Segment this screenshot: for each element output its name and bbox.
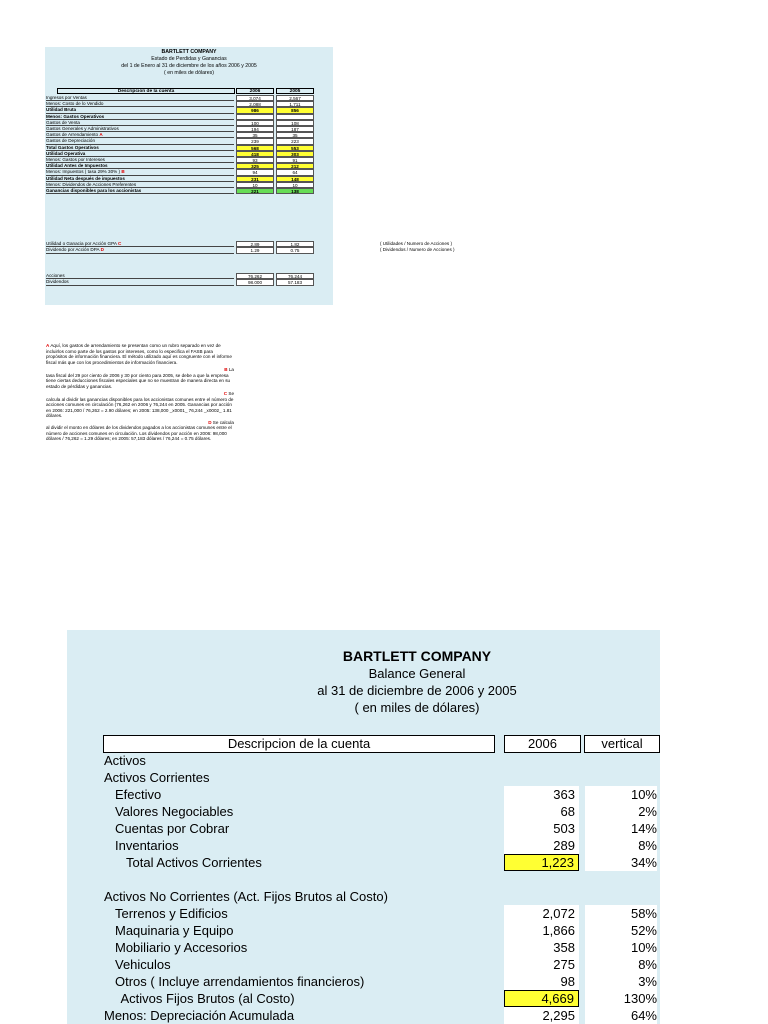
income-row-label: Menos: Impuestos ( tasa 29% 30% ) B [46, 169, 234, 175]
income-row-value-2006: 418 [236, 151, 274, 157]
income-row-label: Gastos de Arrendamiento A [46, 132, 234, 138]
balance-row [0, 820, 768, 837]
balance-row-label: Activos No Corrientes (Act. Fijos Brutos al Costo) [104, 889, 388, 904]
income-statement-title: BARTLETT COMPANY [161, 49, 217, 55]
balance-row-label: Menos: Depreciación Acumulada [104, 1008, 295, 1023]
footnote-a [46, 343, 234, 365]
income-row-label: Utilidad Bruta [46, 107, 234, 113]
balance-row [0, 786, 768, 803]
income-row-value-2005: 303 [276, 151, 314, 157]
income-row-value-2006: 93 [236, 157, 274, 163]
income-row-value-2006: 10 [236, 182, 274, 188]
per-share-row-value-2006: 2.89 [236, 241, 274, 247]
income-row-value-2006: 94 [236, 169, 274, 175]
income-row-value-2005: 148 [276, 176, 314, 182]
balance-row [0, 888, 768, 905]
balance-row [0, 871, 768, 888]
balance-row-label: Activos [104, 753, 146, 768]
income-header-year-2006: 2006 [236, 88, 274, 94]
balance-row-label: Terrenos y Edificios [115, 906, 228, 921]
per-share-row-value-2005: 0.75 [276, 247, 314, 253]
balance-row [0, 803, 768, 820]
income-row-value-2005: 212 [276, 163, 314, 169]
balance-row-value: 503 [504, 820, 579, 837]
balance-row [0, 905, 768, 922]
income-row-value-2005: 223 [276, 138, 314, 144]
income-row-value-2005: 553 [276, 145, 314, 151]
footnote-b-lead: La [228, 367, 234, 372]
income-row-value-2005: 35 [276, 132, 314, 138]
income-row-label: Menos: Costo de lo Vendido [46, 101, 234, 107]
balance-row [0, 939, 768, 956]
balance-sheet-units: ( en miles de dólares) [354, 700, 480, 715]
balance-row-value: 1,866 [504, 922, 579, 939]
balance-row [0, 1007, 768, 1024]
income-row-label: Gastos de Venta [46, 120, 234, 126]
balance-sheet-subtitle: Balance General [368, 666, 466, 681]
income-row-value-2006: 325 [236, 163, 274, 169]
balance-row-label: Cuentas por Cobrar [115, 821, 230, 836]
income-row-label: Total Gastos Operativos [46, 145, 234, 151]
per-share-row-value-2006: 1.29 [236, 247, 274, 253]
balance-row-vertical-pct: 8% [585, 837, 657, 854]
shares-row-value-2005: 57.183 [276, 279, 314, 285]
balance-row-value: 363 [504, 786, 579, 803]
balance-row-label: Mobiliario y Accesorios [115, 940, 248, 955]
balance-row-vertical-pct: 2% [585, 803, 657, 820]
balance-row-vertical-pct: 14% [585, 820, 657, 837]
income-row-value-2006: 3,074 [236, 95, 274, 101]
income-row-label: Menos: Dividendos de Acciones Preferentes [46, 182, 234, 188]
balance-row-label: Maquinaria y Equipo [115, 923, 234, 938]
income-row-label: Utilidad Neta después de impuestos [46, 176, 234, 182]
income-row-label: Menos: Gastos por Intereses [46, 157, 234, 163]
balance-row-label: Otros ( Incluye arrendamientos financieros) [115, 974, 365, 989]
income-row-value-2006: 986 [236, 107, 274, 113]
shares-row-value-2005: 76.244 [276, 273, 314, 279]
income-row-label: Gastos Generales y Administrativos [46, 126, 234, 132]
income-row-label: Ganancias disponibles para los accionistas [46, 188, 234, 194]
footnote-b-marker: B [224, 367, 228, 372]
shares-row-value-2006: 98.000 [236, 279, 274, 285]
income-row-value-2005: 1,711 [276, 101, 314, 107]
income-row-label: Utilidad Antes de Impuestos [46, 163, 234, 169]
balance-row-label: Valores Negociables [115, 804, 234, 819]
income-row-label: Ingresos por Ventas [46, 95, 234, 101]
income-statement-units: ( en miles de dólares) [164, 70, 214, 76]
income-row-value-2006: 194 [236, 126, 274, 132]
income-row-value-2005: 10 [276, 182, 314, 188]
footnote-c: calcula al dividir las ganancias disponibles para los accionistas comunes entre el número de acciones comunes en circulación (76,262 en 2006 y 76,244 en 2005. Ganancias por acción en 2006: 221,000 / 76,262 = 2.90 dólares; en 2005: 138,000 _x0001_ 76,244 _x0002_ 1.81 dólares. [46, 396, 234, 418]
footnote-a-text: Aquí, los gastos de arrendamiento se presentan como un rubro separado en vez de incluirlos como parte de los gastos por intereses, como lo especifica el FASB para propósitos de información financiera. El método utilizado aquí es congruente con el informe fiscal más que con los procedimientos de información financiera. [46, 343, 232, 365]
balance-row-label: Vehiculos [115, 957, 171, 972]
per-share-row-value-2005: 1.82 [276, 241, 314, 247]
balance-row [0, 922, 768, 939]
balance-header-year: 2006 [504, 735, 581, 753]
income-row-value-2006: 100 [236, 120, 274, 126]
income-statement-subtitle: Estado de Perdidas y Ganancias [151, 56, 227, 62]
income-row-value-2005: 187 [276, 126, 314, 132]
balance-row-vertical-pct: 8% [585, 956, 657, 973]
income-row-value-2006: 221 [236, 188, 274, 194]
balance-row-vertical-pct: 34% [585, 854, 657, 871]
income-header-year-2005: 2005 [276, 88, 314, 94]
balance-row-label: Total Activos Corrientes [126, 855, 262, 870]
income-row-value-2005: 856 [276, 107, 314, 113]
balance-row-vertical-pct: 10% [585, 939, 657, 956]
footnote-b: tasa fiscal del 29 por ciento de 2006 y 30 por ciento para 2005, se debe a que la empresa tiene ciertas deducciones fiscales especiales que no se muestran de manera directa en su estado de pérdidas y ganancias. [46, 372, 231, 389]
income-row-value-2006: 239 [236, 138, 274, 144]
income-row-label: Gastos de Depreciación [46, 138, 234, 144]
balance-row [0, 956, 768, 973]
balance-sheet-period: al 31 de diciembre de 2006 y 2005 [317, 683, 517, 698]
per-share-row-label: Dividendo por Acción DPA D [46, 247, 234, 253]
income-statement-sheet [45, 47, 333, 305]
balance-header-vertical: vertical [584, 735, 660, 753]
income-row-value-2005: 108 [276, 120, 314, 126]
income-row-value-2006: 568 [236, 145, 274, 151]
income-header-label: Descripcion de la cuenta [57, 88, 235, 94]
income-row-value-2005: 138 [276, 188, 314, 194]
balance-row-vertical-pct: 52% [585, 922, 657, 939]
balance-row [0, 769, 768, 786]
income-row-label: Utilidad Operativa [46, 151, 234, 157]
shares-row-label: Acciones [46, 273, 234, 279]
footnote-c-marker: C [223, 391, 228, 396]
per-share-row-marker: C [117, 241, 122, 246]
balance-row-value: 4,669 [504, 990, 579, 1007]
balance-row [0, 973, 768, 990]
balance-row [0, 837, 768, 854]
balance-row-vertical-pct: 64% [585, 1007, 657, 1024]
balance-row-vertical-pct: 10% [585, 786, 657, 803]
footnote-d-lead: Se calcula [212, 419, 234, 425]
per-share-row-marker: D [100, 247, 104, 253]
balance-row-vertical-pct: 3% [585, 973, 657, 990]
balance-row-vertical-pct: 130% [585, 990, 657, 1007]
income-row-value-2005: 64 [276, 169, 314, 175]
balance-row-vertical-pct: 58% [585, 905, 657, 922]
income-row-value-2005: 2,567 [276, 95, 314, 101]
balance-header-label: Descripcion de la cuenta [103, 735, 495, 753]
income-row-value-2006: 231 [236, 176, 274, 182]
income-row-marker: B [121, 169, 125, 175]
per-share-formula-note: ( Utilidades / Numero de Acciones ) [380, 241, 452, 246]
balance-row-value: 289 [504, 837, 579, 854]
balance-row-value: 358 [504, 939, 579, 956]
income-row-value-2006: 35 [236, 132, 274, 138]
shares-row-value-2006: 76.262 [236, 273, 274, 279]
footnote-a-marker: A [46, 343, 50, 348]
balance-row-value: 1,223 [504, 854, 579, 871]
footnote-d-marker: D [208, 419, 212, 425]
balance-row-label: Activos Corrientes [104, 770, 210, 785]
balance-row-label: Inventarios [115, 838, 179, 853]
footnotes [46, 343, 234, 442]
balance-row-label: Efectivo [115, 787, 162, 802]
balance-row-value: 68 [504, 803, 579, 820]
balance-sheet-title: BARTLETT COMPANY [342, 648, 492, 664]
shares-row-label: Dividendos [46, 279, 234, 285]
balance-row-value: 98 [504, 973, 579, 990]
income-statement-period: del 1 de Enero al 31 de diciembre de los años 2006 y 2005 [121, 63, 257, 69]
balance-row [0, 990, 768, 1007]
balance-row [0, 752, 768, 769]
balance-row-value: 2,295 [504, 1007, 579, 1024]
per-share-row-label: Utilidad o Ganacia por Acción GPA C [46, 241, 234, 247]
balance-row-value: 2,072 [504, 905, 579, 922]
income-row-value-2005: 91 [276, 157, 314, 163]
per-share-formula-note: ( Dividendos / Numero de Acciones ) [380, 247, 455, 253]
income-row-marker: A [99, 132, 103, 138]
income-row-value-2006: 2,088 [236, 101, 274, 107]
footnote-c-lead: Se [228, 391, 234, 396]
balance-row-label: Activos Fijos Brutos (al Costo) [120, 991, 295, 1006]
balance-row-value: 275 [504, 956, 579, 973]
balance-row [0, 854, 768, 871]
income-row-label: Menos: Gastos Operativos [46, 114, 234, 120]
footnote-d: al dividir el monto en dólares de los dividendos pagados a los accionistas comunes entre el número de acciones comunes en circulación. Los dividendos por acción en 2006: 98,000 dólares / 76,262 = 1.29 dólares; en 2005: 57,183 dólares / 76,244 = 0.75 dólares. [46, 425, 232, 441]
